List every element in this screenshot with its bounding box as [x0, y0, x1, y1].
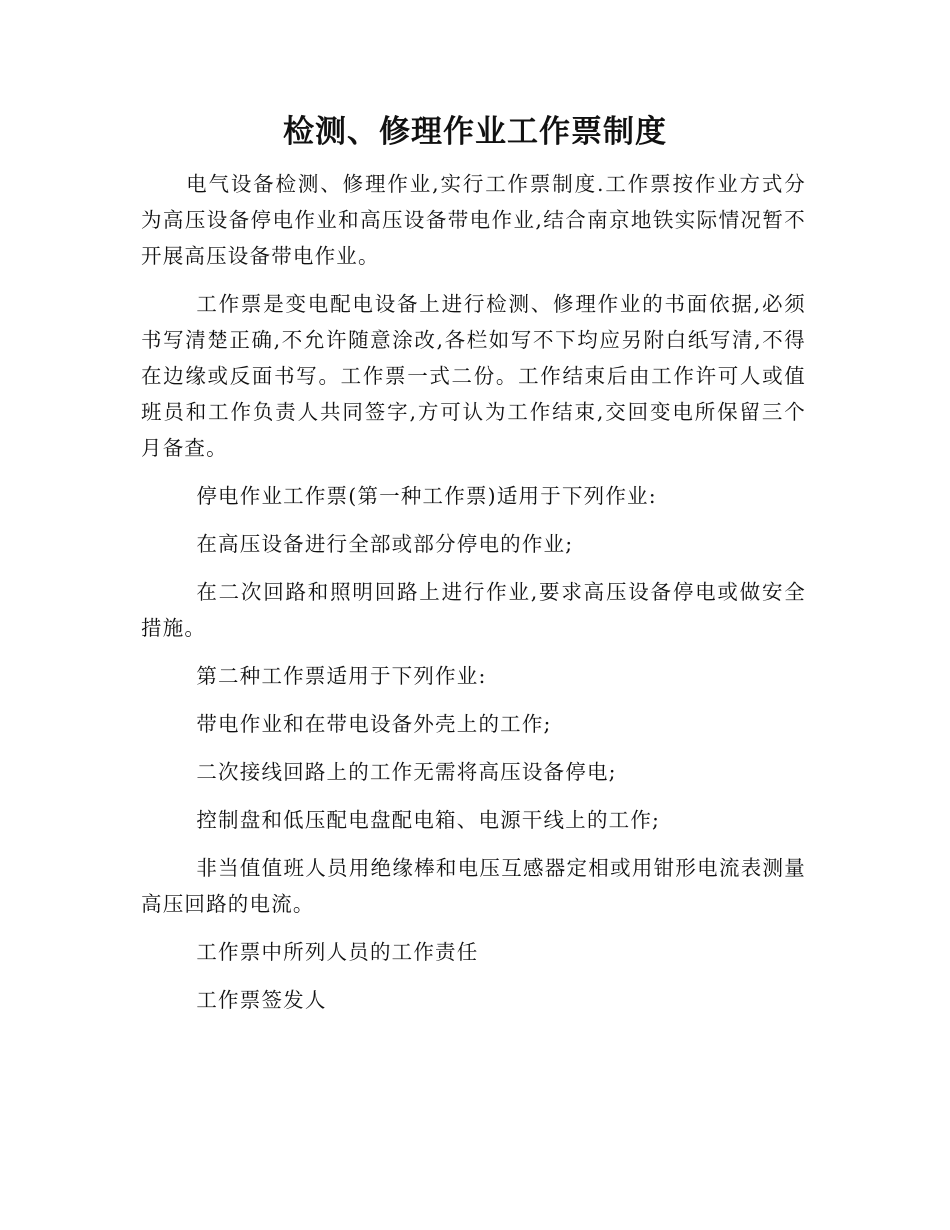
document-title: 检测、修理作业工作票制度 [283, 114, 667, 150]
paragraph-second-ticket-item-2: 二次接线回路上的工作无需将高压设备停电; [196, 760, 617, 784]
document-body [141, 166, 806, 1030]
paragraph-intro: 电气设备检测、修理作业,实行工作票制度.工作票按作业方式分为高压设备停电作业和高压设备带电作业,结合南京地铁实际情况暂不开展高压设备带电作业。 [141, 172, 806, 268]
paragraph-responsibility-heading: 工作票中所列人员的工作责任 [196, 940, 479, 964]
paragraph-second-ticket-item-1: 带电作业和在带电设备外壳上的工作; [196, 712, 552, 736]
paragraph-first-ticket-heading: 停电作业工作票(第一种工作票)适用于下列作业: [196, 484, 657, 508]
paragraph-second-ticket-heading: 第二种工作票适用于下列作业: [196, 664, 487, 688]
paragraph-ticket-issuer: 工作票签发人 [196, 988, 327, 1012]
paragraph-first-ticket-item-2: 在二次回路和照明回路上进行作业,要求高压设备停电或做安全措施。 [141, 580, 806, 640]
paragraph-second-ticket-item-3: 控制盘和低压配电盘配电箱、电源干线上的工作; [196, 808, 661, 832]
paragraph-first-ticket-item-1: 在高压设备进行全部或部分停电的作业; [196, 532, 574, 556]
paragraph-second-ticket-item-4: 非当值值班人员用绝缘棒和电压互感器定相或用钳形电流表测量高压回路的电流。 [141, 856, 806, 916]
paragraph-work-ticket-basis: 工作票是变电配电设备上进行检测、修理作业的书面依据,必须书写清楚正确,不允许随意涂改,各栏如写不下均应另附白纸写清,不得在边缘或反面书写。工作票一式二份。工作结束后由工作许可人或值班员和工作负责人共同签字,方可认为工作结束,交回变电所保留三个月备查。 [141, 292, 806, 460]
